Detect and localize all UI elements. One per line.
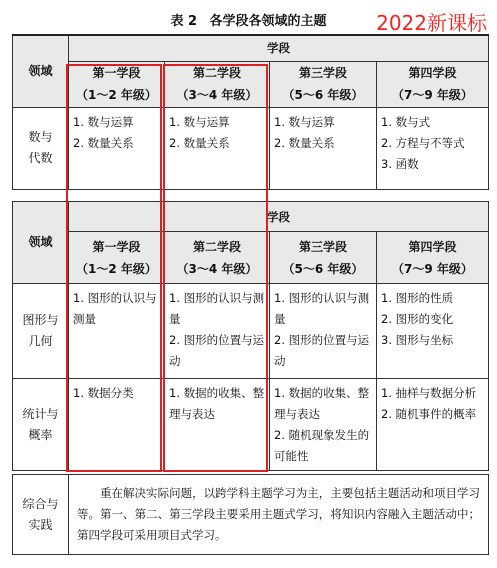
caption-title: 各学段各领域的主题 [209, 14, 327, 29]
table-cell: 1. 抽样与数据分析 2. 随机事件的概率 [377, 379, 489, 471]
area-statistics: 统计与 概率 [13, 379, 69, 471]
practice-description: 重在解决实际问题，以跨学科主题学习为主，主要包括主题活动和项目学习等。第一、第二、第三学段主要采用主题式学习，将知识内容融入主题活动中；第四学段可采用项目式学习。 [69, 475, 489, 555]
table-cell: 1. 图形的性质 2. 图形的变化 3. 图形与坐标 [377, 284, 489, 379]
area-geometry: 图形与 几何 [13, 284, 69, 379]
stage-2-header: 第二学段 （3～4 年级） [165, 232, 270, 284]
table-cell: 1. 图形的认识与测量 2. 图形的位置与运动 [165, 284, 270, 379]
curriculum-table-1 [12, 34, 489, 190]
table-cell: 1. 数据的收集、整理与表达 2. 随机现象发生的可能性 [270, 379, 377, 471]
table-cell: 1. 数与运算 2. 数量关系 [69, 107, 165, 189]
stage-1-header: 第一学段 （1～2 年级） [69, 232, 165, 284]
table-cell: 1. 数与式 2. 方程与不等式 3. 函数 [377, 107, 489, 189]
stage-4-header: 第四学段 （7～9 年级） [377, 61, 489, 107]
stage-3-header: 第三学段 （5～6 年级） [270, 61, 377, 107]
area-integrated-practice: 综合与 实践 [13, 475, 69, 555]
domain-header: 领域 [13, 202, 69, 284]
caption-number: 表 2 [170, 14, 198, 29]
phase-header: 学段 [69, 35, 489, 61]
table-cell: 1. 数据分类 [69, 379, 165, 471]
curriculum-table-3 [12, 474, 489, 555]
phase-header: 学段 [69, 202, 489, 232]
annotation-line-1: 2022新课标 [376, 11, 487, 35]
table-cell: 1. 图形的认识与测量 2. 图形的位置与运动 [270, 284, 377, 379]
table-cell: 1. 数据的收集、整理与表达 [165, 379, 270, 471]
curriculum-table-2 [12, 201, 489, 471]
table-cell: 1. 数与运算 2. 数量关系 [270, 107, 377, 189]
table-cell: 1. 数与运算 2. 数量关系 [165, 107, 270, 189]
stage-1-header: 第一学段 （1～2 年级） [69, 61, 165, 107]
table-cell: 1. 图形的认识与测量 [69, 284, 165, 379]
stage-3-header: 第三学段 （5～6 年级） [270, 232, 377, 284]
area-number-algebra: 数与 代数 [13, 107, 69, 189]
stage-2-header: 第二学段 （3～4 年级） [165, 61, 270, 107]
stage-4-header: 第四学段 （7～9 年级） [377, 232, 489, 284]
domain-header: 领域 [13, 35, 69, 107]
